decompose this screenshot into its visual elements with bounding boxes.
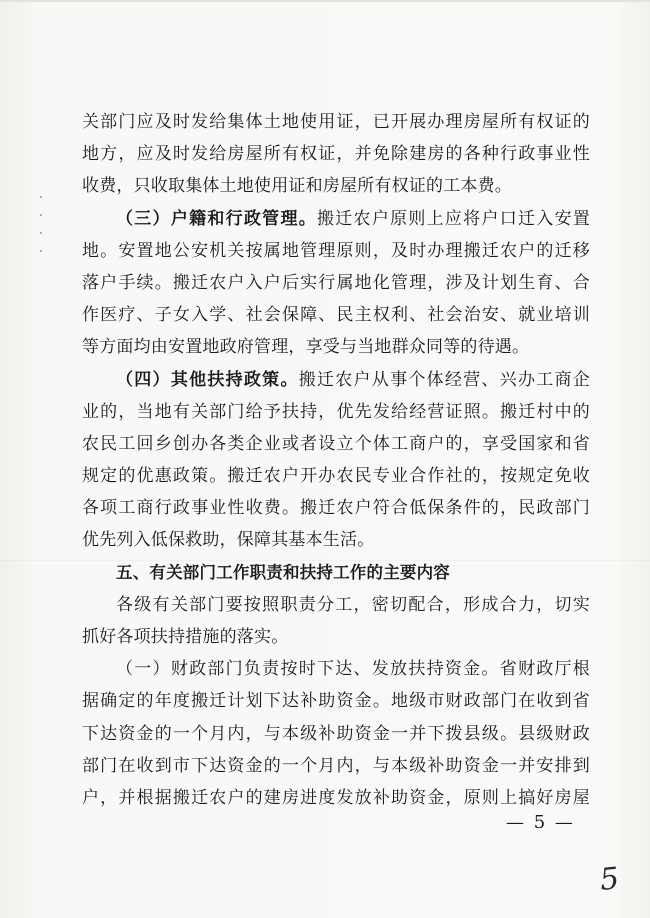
text-line: 规定的优惠政策。搬迁农户开办农民专业合作社的，按规定免收 (82, 466, 590, 487)
binding-mark (40, 250, 42, 252)
text-line: 收费，只收取集体土地使用证和房屋所有权证的工本费。 (82, 176, 512, 197)
text-line: 各项工商行政事业性收费。搬迁农户符合低保条件的，民政部门 (82, 498, 590, 519)
text-line: 关部门应及时发给集体土地使用证，已开展办理房屋所有权证的 (82, 112, 590, 132)
text-line: 农民工回乡创办各类企业或者设立个体工商户的，享受国家和省 (82, 433, 590, 454)
handwritten-page-mark: 5 (598, 861, 621, 898)
text-line: 优先列入低保救助，保障其基本生活。 (82, 530, 375, 551)
text-line: 地方，应及时发给房屋所有权证，并免除建房的各种行政事业性 (82, 144, 590, 165)
paragraph-3-heading: （三）户籍和行政管理。 (116, 208, 317, 229)
paragraph-4-first-line (82, 364, 590, 396)
text-line: 下达资金的一个月内，与本级补助资金一并下拨县级。县级财政 (82, 723, 590, 744)
binding-mark (40, 196, 42, 198)
paragraph-4-text: 搬迁农户从事个体经营、兴办工商企 (298, 369, 590, 390)
scan-edge (0, 0, 650, 2)
text-line: 抓好各项扶持措施的落实。 (82, 627, 289, 647)
text-line: 业的，当地有关部门给予扶持，优先发给经营证照。搬迁村中的 (82, 401, 590, 422)
binding-mark (40, 214, 42, 216)
text-line: 据确定的年度搬迁计划下达补助资金。地级市财政部门在收到省 (82, 691, 590, 712)
binding-mark (40, 232, 42, 234)
text-line: 落户手续。搬迁农户入户后实行属地化管理，涉及计划生育、合 (82, 272, 590, 293)
body-text (82, 106, 590, 814)
paragraph-4-heading: （四）其他扶持政策。 (116, 369, 299, 390)
text-line: （一）财政部门负责按时下达、发放扶持资金。省财政厅根 (116, 659, 590, 680)
paragraph-3-first-line (82, 203, 590, 235)
text-line: 部门在收到市下达资金的一个月内，与本级补助资金一并安排到 (82, 755, 590, 776)
paragraph-3-text: 搬迁农户原则上应将户口迁入安置 (317, 208, 591, 229)
page-number: — 5 — (506, 812, 575, 833)
text-line: 作医疗、子女入学、社会保障、民主权利、社会治安、就业培训 (82, 305, 590, 326)
text-line: 地。安置地公安机关按属地管理原则，及时办理搬迁农户的迁移 (82, 240, 590, 261)
text-line: 各级有关部门要按照职责分工，密切配合，形成合力，切实 (116, 594, 590, 615)
text-line: 等方面均由安置地政府管理，享受与当地群众同等的待遇。 (82, 337, 530, 358)
text-line: 户，并根据搬迁农户的建房进度发放补助资金，原则上搞好房屋 (82, 787, 590, 808)
section-heading: 五、有关部门工作职责和扶持工作的主要内容 (116, 562, 450, 582)
